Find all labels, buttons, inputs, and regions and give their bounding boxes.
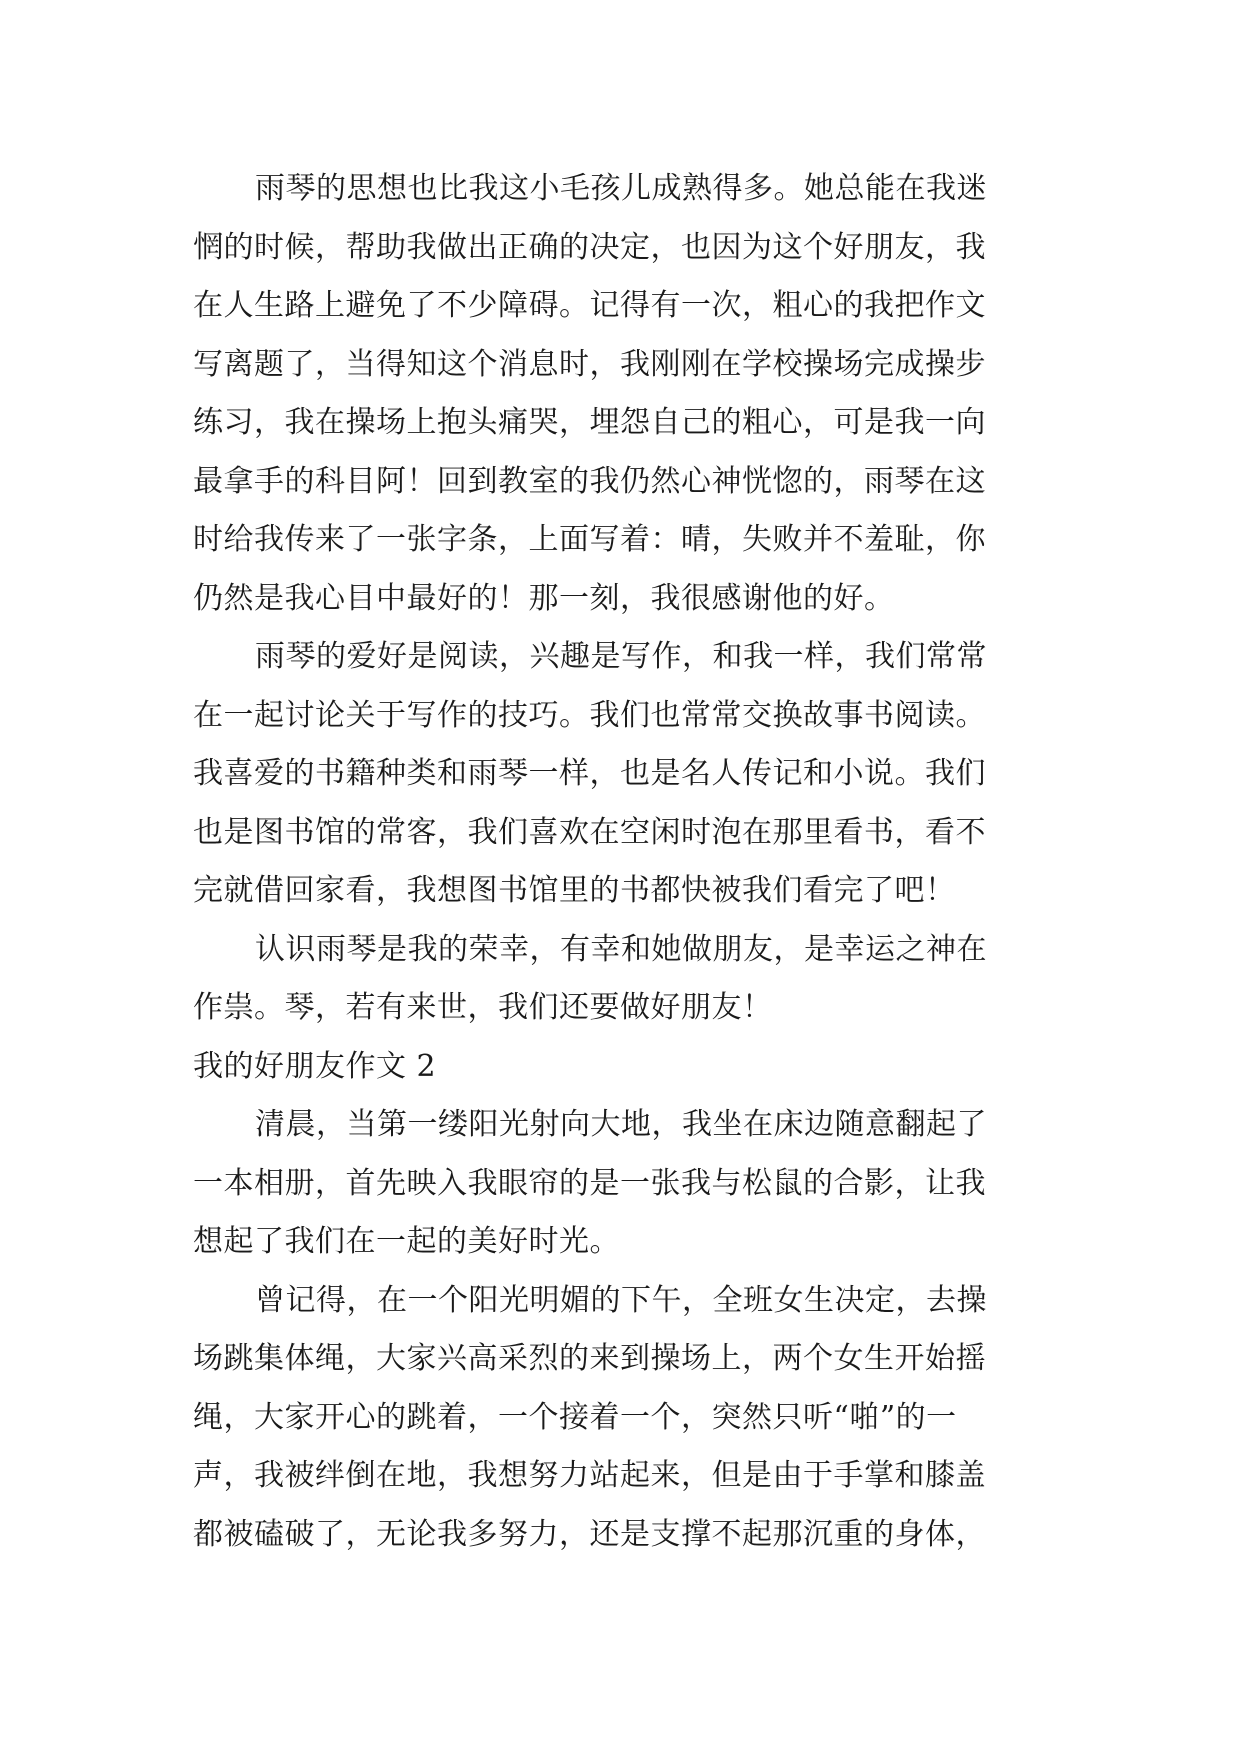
text-line: 在人生路上避免了不少障碍。记得有一次，粗心的我把作文 <box>193 288 986 323</box>
text-line: 在一起讨论关于写作的技巧。我们也常常交换故事书阅读。 <box>193 697 986 733</box>
text-line: 绳，大家开心的跳着，一个接着一个，突然只听“啪”的一 <box>193 1399 957 1435</box>
text-line: 场跳集体绳，大家兴高采烈的来到操场上，两个女生开始摇 <box>193 1341 986 1376</box>
text-line: 都被磕破了，无论我多努力，还是支撑不起那沉重的身体， <box>193 1516 986 1552</box>
text-line: 最拿手的科目阿！回到教室的我仍然心神恍惚的，雨琴在这 <box>193 463 986 499</box>
text-line: 也是图书馆的常客，我们喜欢在空闲时泡在那里看书，看不 <box>193 814 986 850</box>
text-line: 作祟。琴，若有来世，我们还要做好朋友！ <box>193 990 773 1025</box>
text-line: 想起了我们在一起的美好时光。 <box>193 1224 620 1259</box>
section-heading: 我的好朋友作文 2 <box>193 1048 437 1084</box>
text-line: 声，我被绊倒在地，我想努力站起来，但是由于手掌和膝盖 <box>193 1458 986 1493</box>
document-body <box>193 160 1073 1564</box>
text-line: 我喜爱的书籍种类和雨琴一样，也是名人传记和小说。我们 <box>193 756 986 791</box>
text-line: 仍然是我心目中最好的！那一刻，我很感谢他的好。 <box>193 580 895 616</box>
text-line: 练习，我在操场上抱头痛哭，埋怨自己的粗心，可是我一向 <box>193 405 986 440</box>
text-line: 雨琴的爱好是阅读，兴趣是写作，和我一样，我们常常 <box>255 639 987 674</box>
text-line: 写离题了，当得知这个消息时，我刚刚在学校操场完成操步 <box>193 346 986 382</box>
text-line: 时给我传来了一张字条，上面写着：晴，失败并不羞耻，你 <box>193 522 986 557</box>
text-line: 完就借回家看，我想图书馆里的书都快被我们看完了吧！ <box>193 873 956 908</box>
text-line: 认识雨琴是我的荣幸，有幸和她做朋友，是幸运之神在 <box>255 931 987 967</box>
text-line: 曾记得，在一个阳光明媚的下午，全班女生决定，去操 <box>255 1282 987 1318</box>
text-line: 雨琴的思想也比我这小毛孩儿成熟得多。她总能在我迷 <box>255 171 987 206</box>
text-line: 一本相册，首先映入我眼帘的是一张我与松鼠的合影，让我 <box>193 1165 986 1201</box>
text-line: 惘的时候，帮助我做出正确的决定，也因为这个好朋友，我 <box>193 229 986 265</box>
text-line: 清晨，当第一缕阳光射向大地，我坐在床边随意翻起了 <box>255 1107 987 1142</box>
